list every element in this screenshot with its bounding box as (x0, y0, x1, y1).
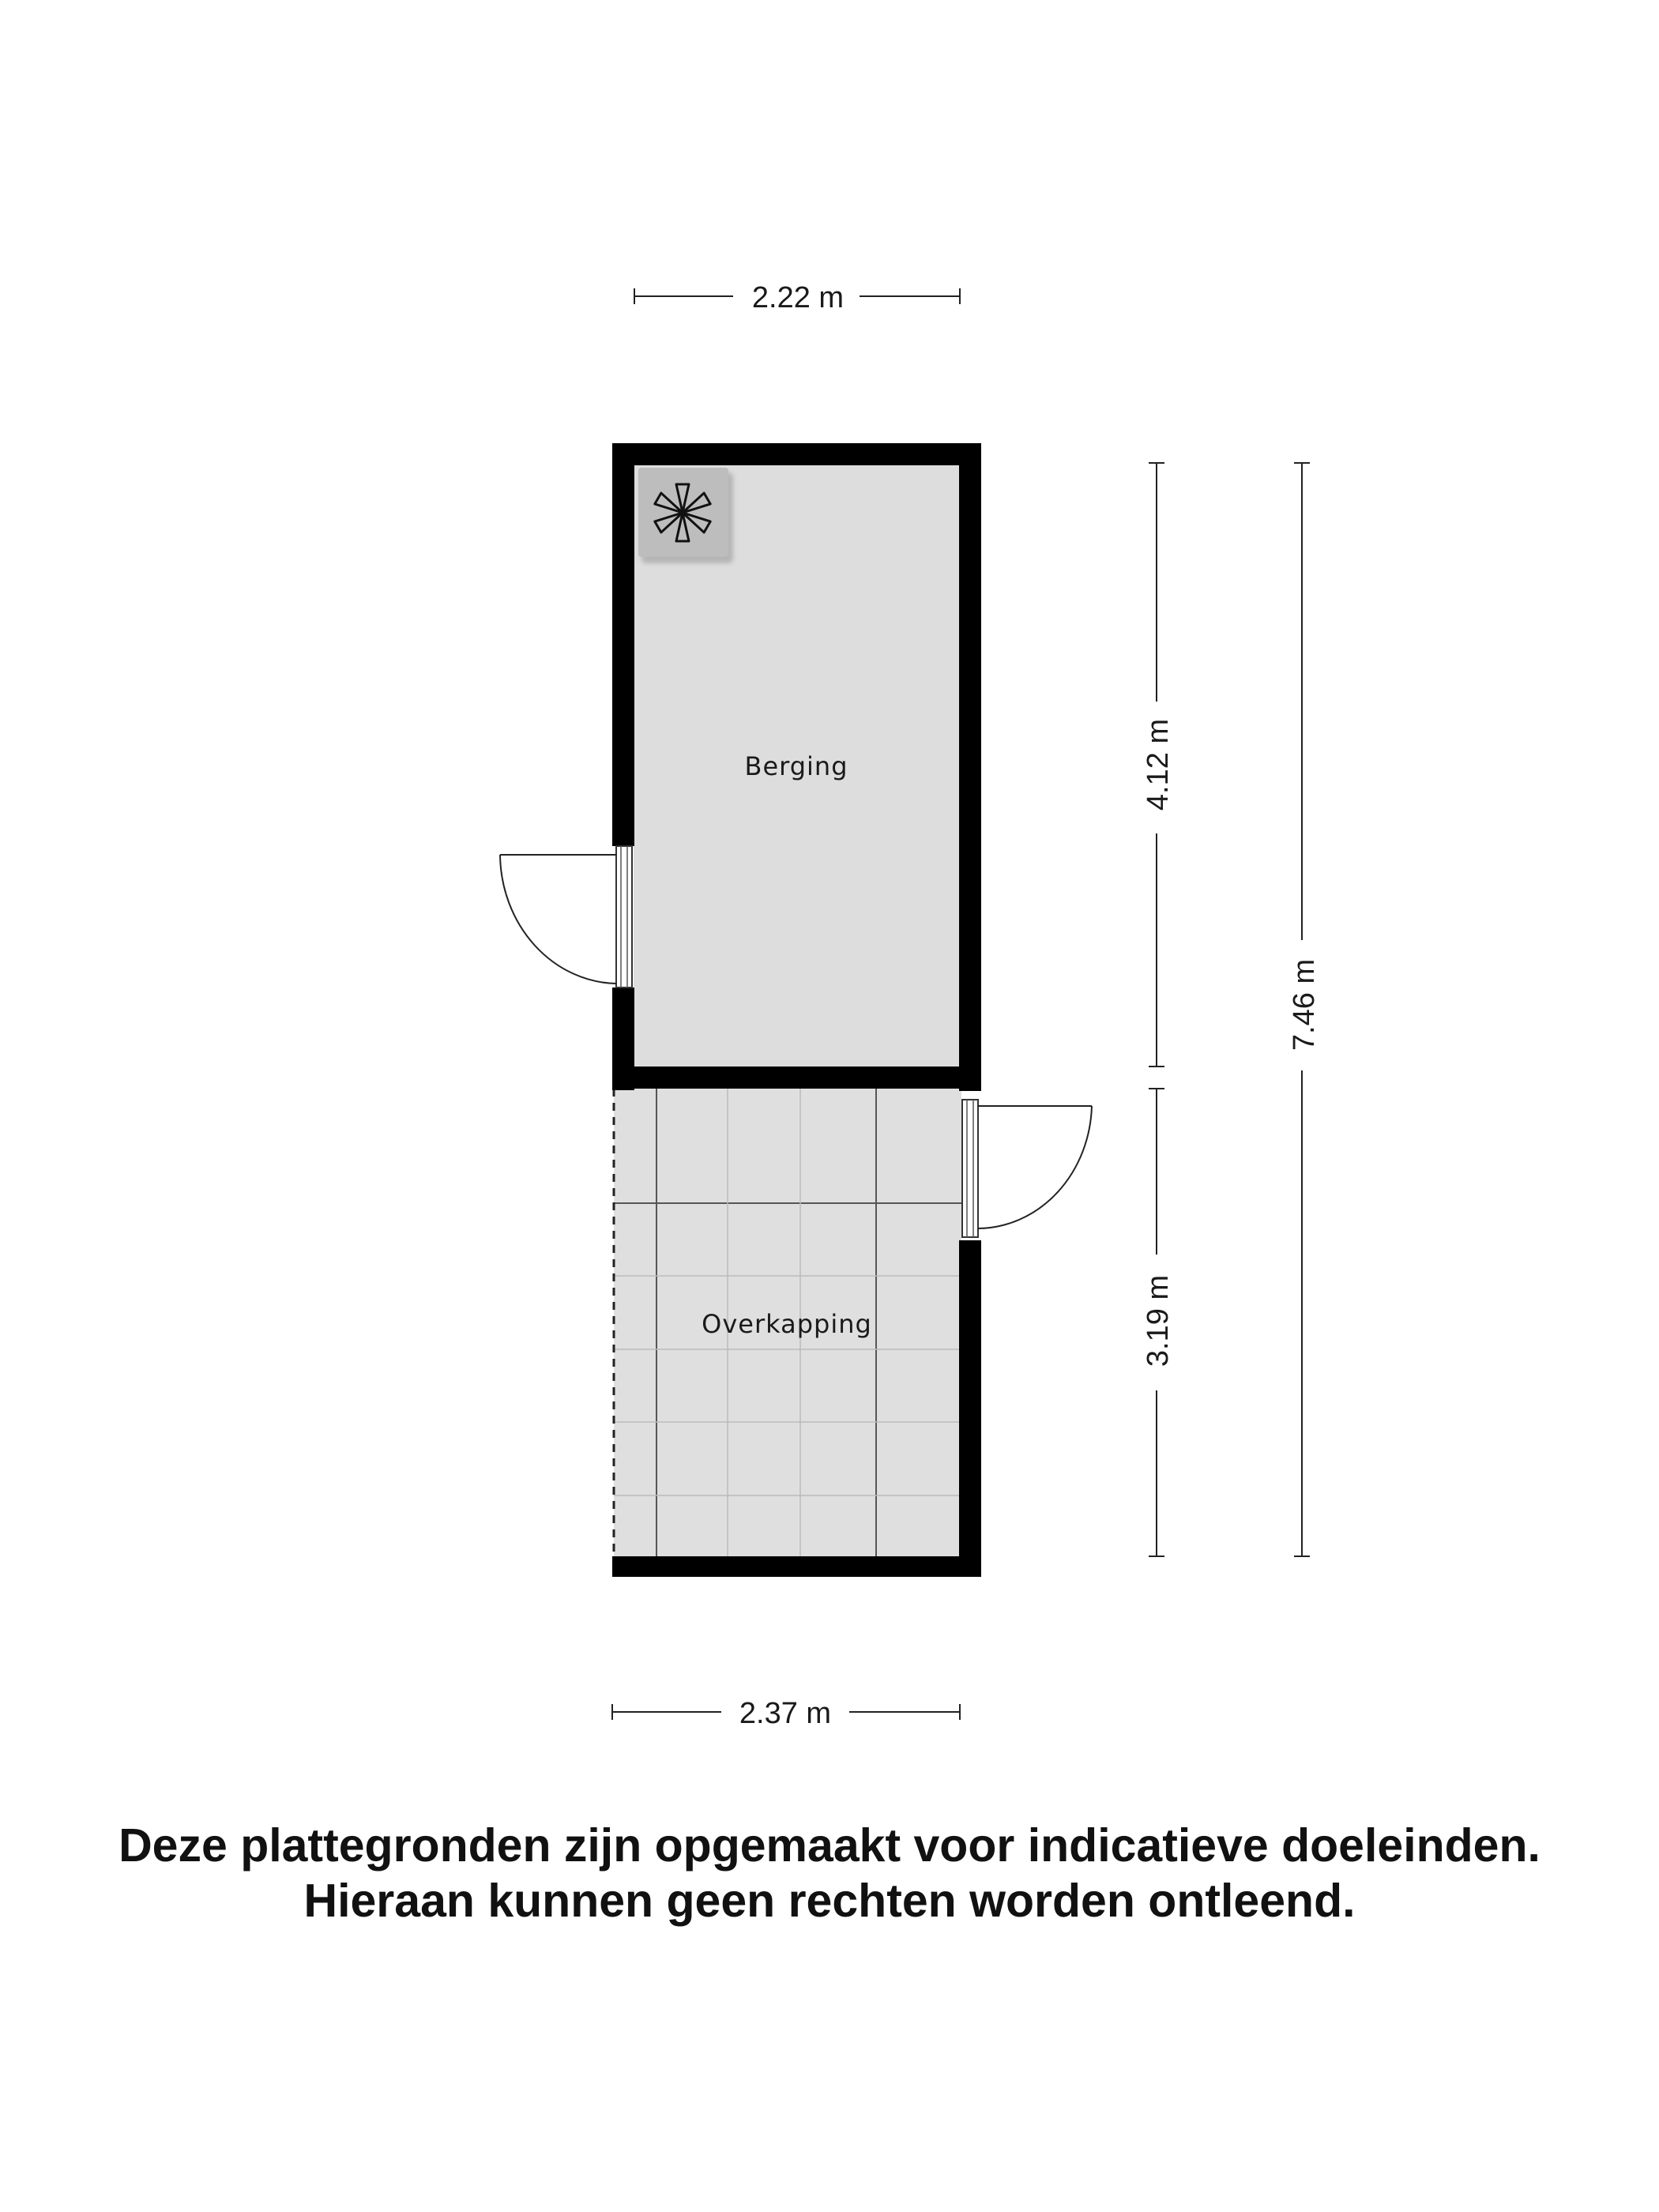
disclaimer-line-1: Deze plattegronden zijn opgemaakt voor indicatieve doeleinden. (118, 1819, 1540, 1872)
room-label-berging: Berging (744, 751, 848, 781)
berging-door[interactable] (500, 846, 632, 988)
overkapping-door[interactable] (962, 1100, 1092, 1237)
dimension-bottom-width-label: 2.37 m (739, 1697, 832, 1730)
room-label-overkapping: Overkapping (702, 1309, 872, 1339)
disclaimer-line-2: Hieraan kunnen geen rechten worden ontleend. (303, 1875, 1356, 1927)
dimension-top-width-label: 2.22 m (751, 281, 845, 314)
dimension-total-height-label: 7.46 m (1288, 958, 1321, 1051)
fan-icon (638, 468, 733, 563)
dimension-berging-height-label: 4.12 m (1142, 718, 1175, 811)
dimension-overkapping-height-label: 3.19 m (1142, 1274, 1175, 1367)
